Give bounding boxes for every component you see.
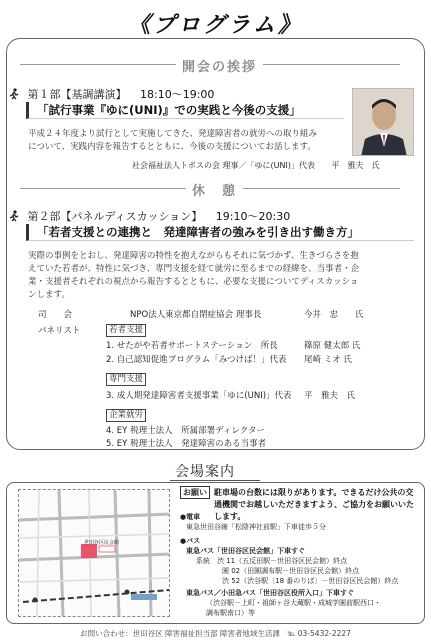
bus-header: ●バス bbox=[180, 537, 201, 545]
bus1-header: 東急バス「世田谷区民会館」下車すぐ bbox=[186, 547, 305, 555]
tag-specialist-support: 専門支援 bbox=[106, 373, 146, 386]
venue-title-underline bbox=[170, 480, 260, 481]
break-divider bbox=[20, 180, 400, 199]
bus1-route: 園 02（田園調布駅－世田谷区民会館）終点 bbox=[222, 567, 360, 575]
page-title-wrap bbox=[0, 8, 431, 36]
panelist-item: 4. EY 税理士法人 所属部署ディレクター bbox=[106, 426, 266, 436]
part1-title: 「試行事業『ゆに(UNI)』での実践と今後の支援」 bbox=[26, 102, 344, 119]
part2-title: 「若者支援との連携と 発達障害者の強みを引き出す働き方」 bbox=[26, 224, 414, 241]
bus2-route: （渋谷駅－上町・祖師ヶ谷大蔵駅・成城学園前駅西口・ bbox=[206, 599, 381, 607]
part1-time: 18:10～19:00 bbox=[140, 88, 215, 101]
moderator-org: NPO法人東京都自閉症協会 理事長 bbox=[130, 310, 262, 320]
panelist-name: 篠原 健太郎 氏 bbox=[304, 341, 361, 351]
runner-icon bbox=[8, 88, 20, 100]
opening-divider bbox=[20, 56, 400, 75]
panelist-item: 5. EY 税理士法人 発達障害のある当事者 bbox=[106, 439, 267, 449]
part1-speaker bbox=[132, 160, 380, 171]
train-line: 東急世田谷線「松陰神社前駅」下車徒歩５分 bbox=[186, 523, 326, 531]
panelist-name: 平 雅夫 氏 bbox=[304, 391, 356, 401]
part1-label: 第１部【基調講演】 bbox=[27, 88, 127, 101]
part2-label: 第２部【パネルディスカッション】 bbox=[27, 210, 203, 223]
train-header: ●電車 bbox=[180, 513, 201, 521]
footer-contact: お問い合わせ：世田谷区 障害福祉担当部 障害者地域生活課 ℡ 03-5432-2227 bbox=[80, 629, 351, 638]
bus1-route: 渋 52（渋谷駅〔18 番のりば〕－世田谷区民会館）終点 bbox=[222, 577, 399, 585]
venue-map bbox=[18, 489, 170, 617]
panelist-item: 2. 自己認知促進プログラム「みつけば！」代表 bbox=[106, 355, 287, 365]
notice-text: 駐車場の台数には限りがあります。できるだけ公共の交通機関でお越しいただきますよう、ご協力をお願いいたします。 bbox=[214, 488, 414, 521]
opening-label: 開会の挨拶 bbox=[176, 56, 263, 75]
panelist-item: 1. せたがや若者サポートステーション 所長 bbox=[106, 341, 278, 351]
runner-icon bbox=[8, 210, 20, 222]
part1-description: 平成２４年度より試行として実施してきた、発達障害者の就労への取り組み について、実践内容を報告するとともに、今後の支援についてお話します。 bbox=[28, 129, 318, 152]
tag-youth-support: 若者支援 bbox=[106, 324, 146, 337]
speaker-name: 平 雅夫 氏 bbox=[331, 161, 380, 170]
speaker-photo bbox=[352, 88, 414, 156]
bus2-header: 東急バス／小田急バス「世田谷区役所入口」下車すぐ bbox=[186, 589, 354, 597]
part2-time: 19:10～20:30 bbox=[215, 210, 291, 223]
panelist-item: 3. 成人期発達障害者支援事業「ゆに(UNI)」代表 bbox=[106, 391, 292, 401]
venue-building-marker bbox=[81, 544, 97, 558]
part2-header bbox=[8, 208, 290, 224]
page-title: 《プログラム》 bbox=[128, 12, 303, 38]
panelist-name: 尾崎 ミオ 氏 bbox=[304, 355, 352, 365]
break-label: 休 憩 bbox=[186, 180, 243, 199]
part2-description: 実際の事例をとおし、発達障害の特性を抱えながらもそれに気づかず、生きづらさを抱 えていた若者が、特性に気づき、専門支援を経て就労に至るまでの経緯を、当事者・企 業・支援者それぞれの視点から報告するとともに、必要な支援についてディスカッショ ンします。 bbox=[28, 251, 360, 300]
part1-header bbox=[8, 86, 214, 102]
panelist-label: パネリスト bbox=[38, 326, 81, 336]
tag-corporate-employment: 企業就労 bbox=[106, 409, 146, 422]
moderator-name: 今井 忠 氏 bbox=[304, 310, 364, 320]
venue-title: 会場案内 bbox=[175, 464, 235, 480]
bus2-route: 調布駅南口）等 bbox=[206, 609, 255, 617]
moderator-label: 司 会 bbox=[38, 310, 73, 320]
speaker-org: 社会福祉法人トポスの会 理事／「ゆに(UNI)」代表 bbox=[132, 161, 315, 170]
bus1-route: 系統 渋 11（五反田駅－世田谷区民会館）終点 bbox=[196, 557, 348, 565]
map-venue-label: 世田谷区民会館 bbox=[84, 540, 120, 546]
notice-badge: お願い bbox=[180, 486, 210, 499]
